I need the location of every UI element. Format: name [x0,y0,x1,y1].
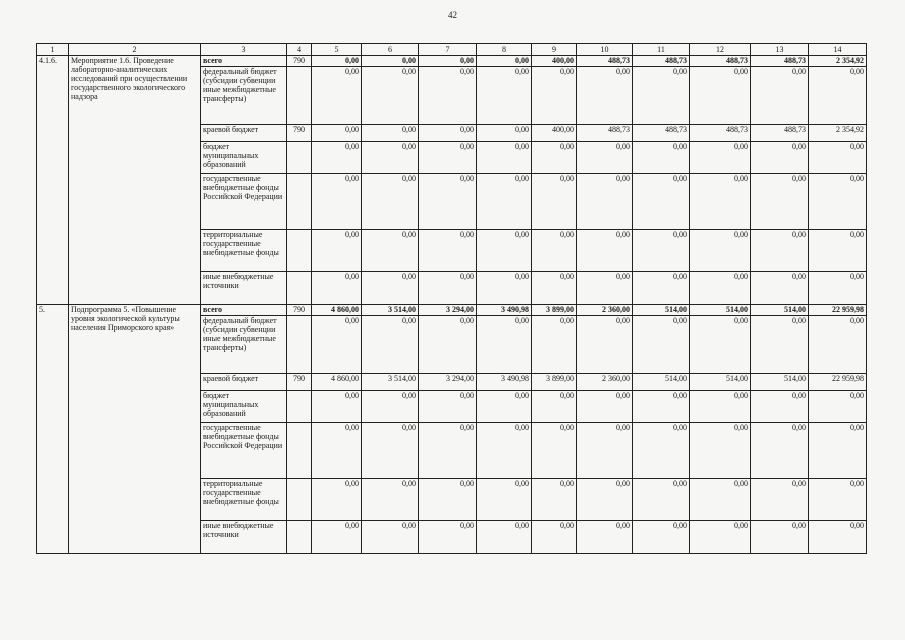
amount-cell: 0,00 [633,423,690,479]
amount-cell: 0,00 [809,174,867,230]
amount-cell: 0,00 [751,174,809,230]
amount-cell: 0,00 [362,230,419,272]
amount-cell: 0,00 [477,125,532,142]
amount-cell: 0,00 [577,174,633,230]
amount-cell: 0,00 [477,391,532,423]
amount-cell: 0,00 [532,174,577,230]
amount-cell: 3 514,00 [362,374,419,391]
page-number: 42 [448,10,457,20]
amount-cell: 0,00 [633,230,690,272]
amount-cell: 488,73 [633,56,690,67]
amount-cell: 2 354,92 [809,125,867,142]
amount-cell: 0,00 [312,521,362,554]
amount-cell: 0,00 [633,67,690,125]
amount-cell: 0,00 [690,479,751,521]
amount-cell: 0,00 [312,316,362,374]
column-header: 14 [809,44,867,56]
amount-cell: 2 354,92 [809,56,867,67]
column-header: 11 [633,44,690,56]
column-header: 6 [362,44,419,56]
table-row [37,56,867,67]
budget-code: 790 [287,305,312,316]
amount-cell: 0,00 [312,56,362,67]
amount-cell: 0,00 [633,316,690,374]
amount-cell: 0,00 [690,391,751,423]
amount-cell: 0,00 [477,423,532,479]
funding-source: иные внебюджетные источники [201,272,287,305]
amount-cell: 22 959,98 [809,305,867,316]
amount-cell: 0,00 [312,391,362,423]
amount-cell: 0,00 [809,142,867,174]
amount-cell: 0,00 [751,272,809,305]
amount-cell: 488,73 [690,125,751,142]
amount-cell: 0,00 [690,521,751,554]
amount-cell: 0,00 [751,67,809,125]
amount-cell: 0,00 [532,230,577,272]
amount-cell: 0,00 [477,521,532,554]
funding-source: государственные внебюджетные фонды Российской Федерации [201,423,287,479]
funding-source: краевой бюджет [201,374,287,391]
budget-table [36,43,867,554]
column-header: 12 [690,44,751,56]
amount-cell: 0,00 [690,423,751,479]
column-number-row [37,44,867,56]
amount-cell: 0,00 [477,316,532,374]
funding-source: всего [201,305,287,316]
amount-cell: 0,00 [751,142,809,174]
amount-cell: 0,00 [751,391,809,423]
amount-cell: 0,00 [633,479,690,521]
amount-cell: 488,73 [690,56,751,67]
amount-cell: 0,00 [362,174,419,230]
amount-cell: 0,00 [809,423,867,479]
amount-cell: 3 514,00 [362,305,419,316]
amount-cell: 0,00 [809,391,867,423]
amount-cell: 3 490,98 [477,374,532,391]
amount-cell: 0,00 [312,142,362,174]
amount-cell: 0,00 [751,479,809,521]
amount-cell: 514,00 [633,305,690,316]
item-index: 5. [37,305,69,554]
amount-cell: 514,00 [690,374,751,391]
budget-code [287,230,312,272]
amount-cell: 0,00 [577,272,633,305]
amount-cell: 2 360,00 [577,374,633,391]
funding-source: всего [201,56,287,67]
amount-cell: 0,00 [477,56,532,67]
amount-cell: 488,73 [751,56,809,67]
budget-code: 790 [287,56,312,67]
amount-cell: 0,00 [312,174,362,230]
amount-cell: 0,00 [362,316,419,374]
amount-cell: 0,00 [577,142,633,174]
column-header: 10 [577,44,633,56]
column-header: 2 [69,44,201,56]
amount-cell: 0,00 [633,142,690,174]
amount-cell: 0,00 [577,67,633,125]
amount-cell: 0,00 [419,316,477,374]
amount-cell: 0,00 [362,67,419,125]
amount-cell: 514,00 [633,374,690,391]
amount-cell: 514,00 [751,305,809,316]
amount-cell: 0,00 [532,316,577,374]
amount-cell: 488,73 [577,56,633,67]
amount-cell: 0,00 [419,521,477,554]
amount-cell: 0,00 [362,391,419,423]
amount-cell: 0,00 [362,272,419,305]
amount-cell: 0,00 [633,521,690,554]
amount-cell: 0,00 [419,423,477,479]
budget-code [287,479,312,521]
amount-cell: 0,00 [809,521,867,554]
amount-cell: 0,00 [751,521,809,554]
amount-cell: 0,00 [577,423,633,479]
amount-cell: 0,00 [419,391,477,423]
amount-cell: 514,00 [751,374,809,391]
amount-cell: 400,00 [532,125,577,142]
amount-cell: 0,00 [312,423,362,479]
amount-cell: 0,00 [751,230,809,272]
budget-code [287,142,312,174]
budget-code: 790 [287,125,312,142]
amount-cell: 0,00 [577,230,633,272]
amount-cell: 3 899,00 [532,305,577,316]
amount-cell: 488,73 [751,125,809,142]
amount-cell: 0,00 [362,479,419,521]
amount-cell: 0,00 [532,67,577,125]
amount-cell: 0,00 [532,142,577,174]
budget-code [287,272,312,305]
column-header: 3 [201,44,287,56]
amount-cell: 0,00 [577,316,633,374]
amount-cell: 0,00 [532,272,577,305]
amount-cell: 0,00 [477,142,532,174]
amount-cell: 0,00 [312,125,362,142]
column-header: 7 [419,44,477,56]
table-header [37,44,867,56]
amount-cell: 0,00 [532,423,577,479]
amount-cell: 0,00 [362,142,419,174]
amount-cell: 4 860,00 [312,374,362,391]
amount-cell: 0,00 [633,272,690,305]
amount-cell: 3 899,00 [532,374,577,391]
amount-cell: 0,00 [362,56,419,67]
amount-cell: 2 360,00 [577,305,633,316]
amount-cell: 3 294,00 [419,305,477,316]
amount-cell: 0,00 [809,272,867,305]
funding-source: бюджет муниципальных образований [201,391,287,423]
item-name: Подпрограмма 5. «Повышение уровня экологической культуры населения Приморского края» [69,305,201,554]
amount-cell: 0,00 [419,56,477,67]
amount-cell: 0,00 [809,67,867,125]
column-header: 9 [532,44,577,56]
column-header: 4 [287,44,312,56]
amount-cell: 0,00 [312,230,362,272]
amount-cell: 0,00 [362,423,419,479]
funding-source: территориальные государственные внебюджетные фонды [201,230,287,272]
amount-cell: 0,00 [419,174,477,230]
amount-cell: 0,00 [690,272,751,305]
amount-cell: 0,00 [532,521,577,554]
amount-cell: 0,00 [690,174,751,230]
amount-cell: 0,00 [809,230,867,272]
amount-cell: 0,00 [809,479,867,521]
amount-cell: 0,00 [362,521,419,554]
amount-cell: 0,00 [751,316,809,374]
amount-cell: 3 294,00 [419,374,477,391]
funding-source: территориальные государственные внебюджетные фонды [201,479,287,521]
table-row [37,305,867,316]
funding-source: иные внебюджетные источники [201,521,287,554]
amount-cell: 0,00 [312,67,362,125]
amount-cell: 0,00 [690,142,751,174]
funding-source: государственные внебюджетные фонды Российской Федерации [201,174,287,230]
amount-cell: 0,00 [690,67,751,125]
amount-cell: 0,00 [362,125,419,142]
amount-cell: 0,00 [477,174,532,230]
table-body [37,56,867,554]
budget-code [287,423,312,479]
amount-cell: 0,00 [577,521,633,554]
amount-cell: 0,00 [532,391,577,423]
column-header: 1 [37,44,69,56]
amount-cell: 0,00 [477,67,532,125]
budget-code [287,174,312,230]
budget-code [287,316,312,374]
item-name: Мероприятие 1.6. Проведение лабораторно-аналитических исследований при осуществлении государственного экологического надзора [69,56,201,305]
funding-source: федеральный бюджет (субсидии субвенции иные межбюджетные трансферты) [201,316,287,374]
amount-cell: 0,00 [577,479,633,521]
amount-cell: 400,00 [532,56,577,67]
budget-code [287,391,312,423]
amount-cell: 0,00 [312,479,362,521]
amount-cell: 488,73 [577,125,633,142]
amount-cell: 0,00 [477,230,532,272]
budget-code [287,67,312,125]
amount-cell: 0,00 [633,174,690,230]
amount-cell: 0,00 [419,67,477,125]
amount-cell: 0,00 [419,479,477,521]
budget-code: 790 [287,374,312,391]
item-index: 4.1.6. [37,56,69,305]
amount-cell: 0,00 [809,316,867,374]
amount-cell: 22 959,98 [809,374,867,391]
amount-cell: 488,73 [633,125,690,142]
amount-cell: 514,00 [690,305,751,316]
amount-cell: 4 860,00 [312,305,362,316]
amount-cell: 0,00 [419,125,477,142]
amount-cell: 0,00 [690,316,751,374]
amount-cell: 0,00 [633,391,690,423]
column-header: 13 [751,44,809,56]
amount-cell: 0,00 [532,479,577,521]
amount-cell: 3 490,98 [477,305,532,316]
amount-cell: 0,00 [477,272,532,305]
column-header: 8 [477,44,532,56]
column-header: 5 [312,44,362,56]
amount-cell: 0,00 [312,272,362,305]
amount-cell: 0,00 [751,423,809,479]
funding-source: краевой бюджет [201,125,287,142]
funding-source: федеральный бюджет (субсидии субвенции иные межбюджетные трансферты) [201,67,287,125]
amount-cell: 0,00 [690,230,751,272]
amount-cell: 0,00 [419,230,477,272]
amount-cell: 0,00 [419,272,477,305]
amount-cell: 0,00 [577,391,633,423]
amount-cell: 0,00 [477,479,532,521]
amount-cell: 0,00 [419,142,477,174]
funding-source: бюджет муниципальных образований [201,142,287,174]
budget-code [287,521,312,554]
